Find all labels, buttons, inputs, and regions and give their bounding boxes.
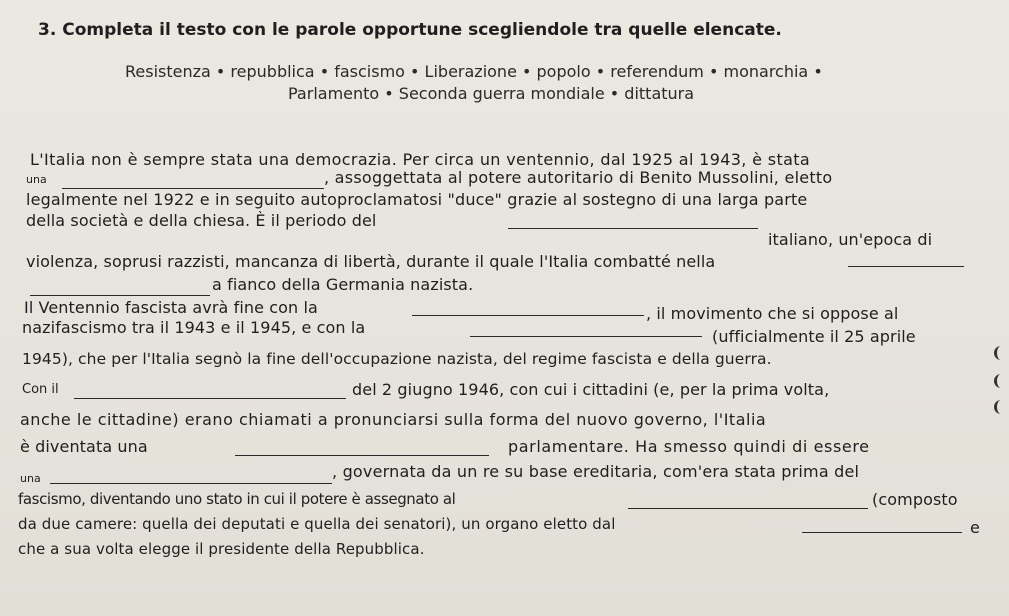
blank-5[interactable]	[412, 315, 644, 316]
text-line-1: L'Italia non è sempre stata una democrazia. Per circa un ventennio, dal 1925 al 1943, è stata	[30, 150, 811, 169]
text-line-12a: è diventata una	[20, 437, 148, 456]
blank-6[interactable]	[470, 336, 702, 337]
text-line-8b: (ufficialmente il 25 aprile	[712, 327, 916, 346]
text-line-7a: Il Ventennio fascista avrà fine con la	[24, 298, 318, 317]
blank-8[interactable]	[235, 455, 489, 456]
page-edge-mark	[994, 374, 1009, 388]
text-line-13b: , governata da un re su base ereditaria, com'era stata prima del	[332, 462, 860, 481]
page-edge-mark	[994, 400, 1009, 414]
blank-4[interactable]	[30, 295, 210, 296]
text-line-12b: parlamentare. Ha smesso quindi di essere	[508, 437, 870, 456]
text-line-14a: fascismo, diventando uno stato in cui il potere è assegnato al	[18, 490, 456, 508]
text-line-10a: Con il	[22, 382, 59, 397]
text-line-15a: da due camere: quella dei deputati e quella dei senatori), un organo eletto dal	[18, 515, 616, 533]
text-line-2a: una	[26, 173, 47, 186]
text-line-5: violenza, soprusi razzisti, mancanza di libertà, durante il quale l'Italia combatté nella	[26, 252, 716, 271]
exercise-number: 3.	[38, 20, 57, 40]
blank-10[interactable]	[628, 508, 868, 509]
text-line-16: che a sua volta elegge il presidente della Repubblica.	[18, 540, 425, 558]
text-line-3: legalmente nel 1922 e in seguito autoproclamatosi "duce" grazie al sostegno di una larga parte	[26, 190, 808, 209]
text-line-13a: una	[20, 472, 41, 485]
blank-9[interactable]	[50, 483, 332, 484]
blank-7[interactable]	[74, 398, 346, 399]
text-line-7b: , il movimento che si oppose al	[646, 304, 899, 323]
word-bank-line-2: Parlamento • Seconda guerra mondiale • dittatura	[288, 84, 695, 103]
text-line-8a: nazifascismo tra il 1943 e il 1945, e con la	[22, 318, 366, 337]
blank-3[interactable]	[848, 266, 964, 267]
text-line-9: 1945), che per l'Italia segnò la fine dell'occupazione nazista, del regime fascista e della guerra.	[22, 350, 772, 368]
text-line-6: a fianco della Germania nazista.	[212, 275, 474, 294]
text-line-2b: , assoggettata al potere autoritario di Benito Mussolini, eletto	[324, 168, 833, 187]
text-line-15b: e	[970, 518, 980, 537]
text-line-4a: della società e della chiesa. È il periodo del	[26, 211, 377, 230]
word-bank-line-1: Resistenza • repubblica • fascismo • Liberazione • popolo • referendum • monarchia •	[125, 62, 823, 81]
blank-1[interactable]	[62, 188, 324, 189]
text-line-4b: italiano, un'epoca di	[768, 230, 933, 249]
page-edge-mark	[994, 346, 1009, 360]
exercise-instruction: Completa il testo con le parole opportune scegliendole tra quelle elencate.	[62, 20, 782, 40]
text-line-14b: (composto	[872, 490, 958, 509]
blank-2[interactable]	[508, 228, 758, 229]
blank-11[interactable]	[802, 532, 962, 533]
text-line-10b: del 2 giugno 1946, con cui i cittadini (e, per la prima volta,	[352, 380, 830, 399]
text-line-11: anche le cittadine) erano chiamati a pronunciarsi sulla forma del nuovo governo, l'Italia	[20, 410, 767, 429]
exercise-title	[38, 20, 782, 40]
